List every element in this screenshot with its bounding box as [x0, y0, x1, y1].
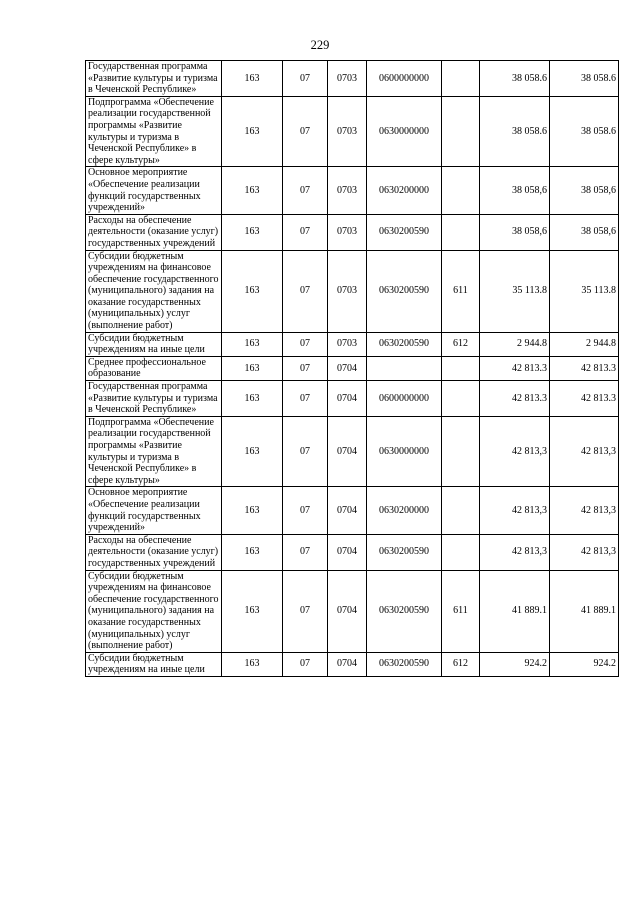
target-article-code: 0600000000 — [367, 61, 442, 97]
ministry-code: 163 — [222, 356, 283, 380]
expense-name: Субсидии бюджетным учреждениям на финансовое обеспечение государственного (муниципального) задания на оказание государственных (муниципальных) услуг (выполнение работ) — [86, 570, 222, 652]
expense-name: Основное мероприятие «Обеспечение реализации функций государственных учреждений» — [86, 487, 222, 534]
amount-year-1: 41 889.1 — [480, 570, 550, 652]
ministry-code: 163 — [222, 167, 283, 214]
table-row — [86, 652, 619, 676]
subsection-code: 0703 — [328, 332, 367, 356]
ministry-code: 163 — [222, 214, 283, 250]
section-code: 07 — [283, 167, 328, 214]
ministry-code: 163 — [222, 652, 283, 676]
table-row — [86, 332, 619, 356]
target-article-code: 0630000000 — [367, 416, 442, 487]
amount-year-1: 38 058,6 — [480, 214, 550, 250]
target-article-code: 0630200000 — [367, 167, 442, 214]
subsection-code: 0704 — [328, 416, 367, 487]
target-article-code: 0630200590 — [367, 332, 442, 356]
section-code: 07 — [283, 534, 328, 570]
ministry-code: 163 — [222, 381, 283, 417]
expense-name: Субсидии бюджетным учреждениям на иные цели — [86, 332, 222, 356]
amount-year-1: 38 058.6 — [480, 61, 550, 97]
target-article-code: 0630200590 — [367, 534, 442, 570]
expense-name: Подпрограмма «Обеспечение реализации государственной программы «Развитие культуры и туризма в Чеченской Республике» в сфере культуры» — [86, 96, 222, 167]
ministry-code: 163 — [222, 61, 283, 97]
subsection-code: 0703 — [328, 61, 367, 97]
expense-name: Основное мероприятие «Обеспечение реализации функций государственных учреждений» — [86, 167, 222, 214]
table-row — [86, 61, 619, 97]
section-code: 07 — [283, 416, 328, 487]
amount-year-2: 42 813,3 — [550, 416, 619, 487]
expense-name: Субсидии бюджетным учреждениям на иные цели — [86, 652, 222, 676]
section-code: 07 — [283, 652, 328, 676]
expense-type-code — [442, 61, 480, 97]
amount-year-2: 2 944.8 — [550, 332, 619, 356]
ministry-code: 163 — [222, 534, 283, 570]
amount-year-1: 42 813.3 — [480, 381, 550, 417]
target-article-code — [367, 356, 442, 380]
target-article-code: 0600000000 — [367, 381, 442, 417]
section-code: 07 — [283, 487, 328, 534]
subsection-code: 0704 — [328, 534, 367, 570]
amount-year-2: 924.2 — [550, 652, 619, 676]
ministry-code: 163 — [222, 332, 283, 356]
budget-table-body — [86, 61, 619, 677]
expense-type-code — [442, 356, 480, 380]
amount-year-1: 2 944.8 — [480, 332, 550, 356]
amount-year-2: 38 058,6 — [550, 214, 619, 250]
expense-name: Среднее профессиональное образование — [86, 356, 222, 380]
budget-table — [85, 60, 619, 677]
ministry-code: 163 — [222, 487, 283, 534]
table-row — [86, 570, 619, 652]
table-row — [86, 356, 619, 380]
amount-year-2: 42 813,3 — [550, 534, 619, 570]
page-number: 229 — [310, 38, 330, 52]
subsection-code: 0703 — [328, 214, 367, 250]
expense-type-code — [442, 96, 480, 167]
table-row — [86, 167, 619, 214]
section-code: 07 — [283, 96, 328, 167]
amount-year-1: 38 058.6 — [480, 96, 550, 167]
expense-name: Государственная программа «Развитие культуры и туризма в Чеченской Республике» — [86, 381, 222, 417]
expense-name: Расходы на обеспечение деятельности (оказание услуг) государственных учреждений — [86, 214, 222, 250]
amount-year-1: 42 813,3 — [480, 487, 550, 534]
section-code: 07 — [283, 250, 328, 332]
expense-name: Расходы на обеспечение деятельности (оказание услуг) государственных учреждений — [86, 534, 222, 570]
target-article-code: 0630200590 — [367, 652, 442, 676]
expense-name: Субсидии бюджетным учреждениям на финансовое обеспечение государственного (муниципального) задания на оказание государственных (муниципальных) услуг (выполнение работ) — [86, 250, 222, 332]
ministry-code: 163 — [222, 416, 283, 487]
expense-type-code: 611 — [442, 250, 480, 332]
ministry-code: 163 — [222, 96, 283, 167]
amount-year-1: 38 058,6 — [480, 167, 550, 214]
amount-year-1: 42 813,3 — [480, 534, 550, 570]
section-code: 07 — [283, 332, 328, 356]
subsection-code: 0703 — [328, 250, 367, 332]
expense-type-code — [442, 381, 480, 417]
table-row — [86, 214, 619, 250]
amount-year-2: 35 113.8 — [550, 250, 619, 332]
subsection-code: 0703 — [328, 167, 367, 214]
target-article-code: 0630200000 — [367, 487, 442, 534]
table-row — [86, 534, 619, 570]
amount-year-2: 42 813.3 — [550, 356, 619, 380]
table-row — [86, 250, 619, 332]
expense-name: Государственная программа «Развитие культуры и туризма в Чеченской Республике» — [86, 61, 222, 97]
amount-year-1: 924.2 — [480, 652, 550, 676]
amount-year-2: 38 058,6 — [550, 167, 619, 214]
subsection-code: 0704 — [328, 356, 367, 380]
amount-year-2: 42 813.3 — [550, 381, 619, 417]
ministry-code: 163 — [222, 570, 283, 652]
subsection-code: 0704 — [328, 570, 367, 652]
table-row — [86, 96, 619, 167]
section-code: 07 — [283, 570, 328, 652]
expense-type-code — [442, 167, 480, 214]
section-code: 07 — [283, 61, 328, 97]
subsection-code: 0704 — [328, 381, 367, 417]
expense-type-code — [442, 487, 480, 534]
expense-type-code — [442, 214, 480, 250]
section-code: 07 — [283, 356, 328, 380]
expense-type-code — [442, 534, 480, 570]
section-code: 07 — [283, 381, 328, 417]
target-article-code: 0630200590 — [367, 570, 442, 652]
amount-year-2: 38 058.6 — [550, 61, 619, 97]
expense-type-code: 612 — [442, 332, 480, 356]
expense-type-code — [442, 416, 480, 487]
section-code: 07 — [283, 214, 328, 250]
target-article-code: 0630200590 — [367, 250, 442, 332]
amount-year-1: 42 813,3 — [480, 416, 550, 487]
amount-year-1: 35 113.8 — [480, 250, 550, 332]
amount-year-2: 42 813,3 — [550, 487, 619, 534]
subsection-code: 0703 — [328, 96, 367, 167]
target-article-code: 0630200590 — [367, 214, 442, 250]
amount-year-2: 38 058.6 — [550, 96, 619, 167]
amount-year-2: 41 889.1 — [550, 570, 619, 652]
table-row — [86, 487, 619, 534]
ministry-code: 163 — [222, 250, 283, 332]
table-row — [86, 416, 619, 487]
subsection-code: 0704 — [328, 487, 367, 534]
target-article-code: 0630000000 — [367, 96, 442, 167]
table-row — [86, 381, 619, 417]
expense-name: Подпрограмма «Обеспечение реализации государственной программы «Развитие культуры и туризма в Чеченской Республике» в сфере культуры» — [86, 416, 222, 487]
subsection-code: 0704 — [328, 652, 367, 676]
expense-type-code: 611 — [442, 570, 480, 652]
expense-type-code: 612 — [442, 652, 480, 676]
amount-year-1: 42 813.3 — [480, 356, 550, 380]
